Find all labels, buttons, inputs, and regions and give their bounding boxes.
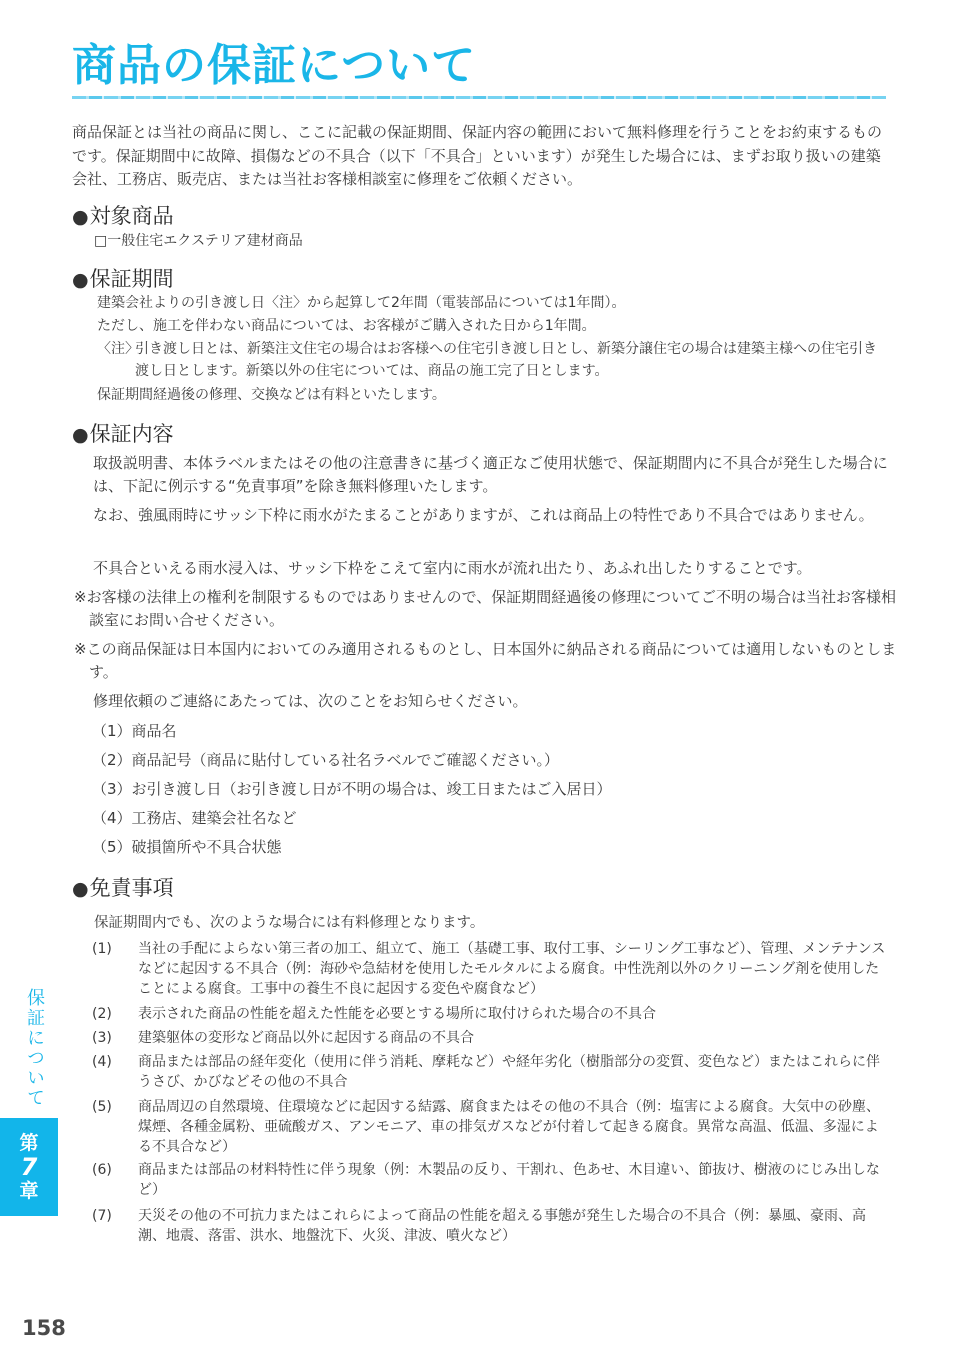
content-note: ※お客様の法律上の権利を制限するものではありませんので、保証期間経過後の修理についてご不明の場合は当社お客様相談室にお問い合せください。 xyxy=(74,588,896,629)
title-underline xyxy=(72,96,886,99)
exemption-num: (3) xyxy=(92,1030,112,1046)
section-heading-label: 免責事項 xyxy=(89,876,174,900)
exemption-item xyxy=(92,1097,888,1157)
exemption-item xyxy=(92,1004,888,1024)
exemption-text: 当社の手配によらない第三者の加工、組立て、施工（基礎工事、取付工事、シーリング工事など）、管理、メンテナンスなどに起因する不具合（例：海砂や急結材を使用したモルタルによる腐食。中性洗剤以外のクリーニング剤を使用したことによる腐食。工事中の養生不良に起因する変色や腐食など） xyxy=(138,941,886,997)
exemption-item xyxy=(92,1160,888,1200)
target-item: □一般住宅エクステリア建材商品 xyxy=(94,233,303,249)
exemption-num: (2) xyxy=(92,1006,112,1022)
exemption-num: (5) xyxy=(92,1099,112,1115)
section-heading-target xyxy=(72,203,174,230)
section-heading-label: 対象商品 xyxy=(89,204,174,228)
chapter-tab xyxy=(0,1118,58,1216)
exemption-item xyxy=(92,1206,888,1246)
bullet-icon: ● xyxy=(72,206,89,228)
side-index-label: 保証について xyxy=(24,988,45,1108)
content-paragraph: 不具合といえる雨水浸入は、サッシ下枠をこえて室内に雨水が流れ出たり、あふれ出したりすることです。 xyxy=(93,559,812,577)
exemption-text: 天災その他の不可抗力またはこれらによって商品の性能を超える事態が発生した場合の不具合（例：暴風、豪雨、高潮、地震、落雷、洪水、地盤沈下、火災、津波、噴火など） xyxy=(138,1208,866,1244)
section-heading-exemptions xyxy=(72,875,174,902)
intro-paragraph: 商品保証とは当社の商品に関し、ここに記載の保証期間、保証内容の範囲において無料修理を行うことをお約束するものです。保証期間中に故障、損傷などの不具合（以下「不具合」といいます）が発生した場合には、まずお取り扱いの建築会社、工務店、販売店、または当社お客様相談室に修理をご依頼ください。 xyxy=(72,123,883,188)
page-title: 商品の保証について xyxy=(72,40,477,91)
chapter-suffix: 章 xyxy=(19,1180,39,1202)
note-text: 引き渡し日とは、新築注文住宅の場合はお客様への住宅引き渡し日とし、新築分譲住宅の場合は建築主様への住宅引き渡し日とします。新築以外の住宅については、商品の施工完了日とします。 xyxy=(135,341,877,379)
section-heading-period xyxy=(72,266,174,293)
repair-info-item: （5）破損箇所や不具合状態 xyxy=(92,838,282,856)
content-note: ※この商品保証は日本国内においてのみ適用されるものとし、日本国外に納品される商品については適用しないものとします。 xyxy=(74,640,897,681)
bullet-icon: ● xyxy=(72,269,89,291)
exemption-num: (4) xyxy=(92,1054,112,1070)
bullet-icon: ● xyxy=(72,424,89,446)
content-paragraph: なお、強風雨時にサッシ下枠に雨水がたまることがありますが、これは商品上の特性であり不具合ではありません。 xyxy=(93,506,874,524)
exemptions-lead: 保証期間内でも、次のような場合には有料修理となります。 xyxy=(94,915,485,931)
exemption-text: 商品または部品の材料特性に伴う現象（例：木製品の反り、干割れ、色あせ、木目違い、節抜け、樹液のにじみ出しなど） xyxy=(138,1162,880,1198)
period-line: 建築会社よりの引き渡し日〈注〉から起算して2年間（電装部品については1年間）。 xyxy=(97,295,626,311)
exemption-item xyxy=(92,1052,888,1092)
exemption-text: 商品周辺の自然環境、住環境などに起因する結露、腐食またはその他の不具合（例：塩害による腐食。大気中の砂塵、煤煙、各種金属粉、亜硫酸ガス、アンモニア、車の排気ガスなどが付着して起きる腐食。異常な高温、低温、多湿による不具合など） xyxy=(138,1099,880,1155)
period-after: 保証期間経過後の修理、交換などは有料といたします。 xyxy=(97,387,446,403)
chapter-prefix: 第 xyxy=(19,1132,39,1154)
period-line: ただし、施工を伴わない商品については、お客様がご購入された日から1年間。 xyxy=(97,318,596,334)
exemption-text: 商品または部品の経年変化（使用に伴う消耗、摩耗など）や経年劣化（樹脂部分の変質、変色など）またはこれらに伴うさび、かびなどその他の不具合 xyxy=(138,1054,880,1090)
exemption-item xyxy=(92,1028,888,1048)
chapter-number: 7 xyxy=(20,1153,38,1181)
repair-info-item: （4）工務店、建築会社名など xyxy=(92,809,297,827)
exemption-item xyxy=(92,939,888,999)
note-label: 〈注〉 xyxy=(97,341,139,357)
section-heading-label: 保証内容 xyxy=(89,422,174,446)
repair-info-item: （2）商品記号（商品に貼付している社名ラベルでご確認ください。） xyxy=(92,751,560,769)
page-number: 158 xyxy=(22,1316,66,1340)
section-heading-label: 保証期間 xyxy=(89,267,174,291)
exemption-text: 表示された商品の性能を超えた性能を必要とする場所に取付けられた場合の不具合 xyxy=(138,1006,656,1022)
period-note xyxy=(97,338,889,382)
exemption-num: (1) xyxy=(92,941,112,957)
section-heading-content xyxy=(72,421,174,448)
repair-info-item: （1）商品名 xyxy=(92,722,177,740)
repair-request: 修理依頼のご連絡にあたっては、次のことをお知らせください。 xyxy=(93,692,528,710)
exemption-num: (6) xyxy=(92,1162,112,1178)
exemption-text: 建築躯体の変形など商品以外に起因する商品の不具合 xyxy=(138,1030,474,1046)
bullet-icon: ● xyxy=(72,878,89,900)
content-paragraph: 取扱説明書、本体ラベルまたはその他の注意書きに基づく適正なご使用状態で、保証期間内に不具合が発生した場合には、下記に例示する“免責事項”を除き無料修理いたします。 xyxy=(93,454,888,495)
exemption-num: (7) xyxy=(92,1208,112,1224)
repair-info-item: （3）お引き渡し日（お引き渡し日が不明の場合は、竣工日またはご入居日） xyxy=(92,780,612,798)
